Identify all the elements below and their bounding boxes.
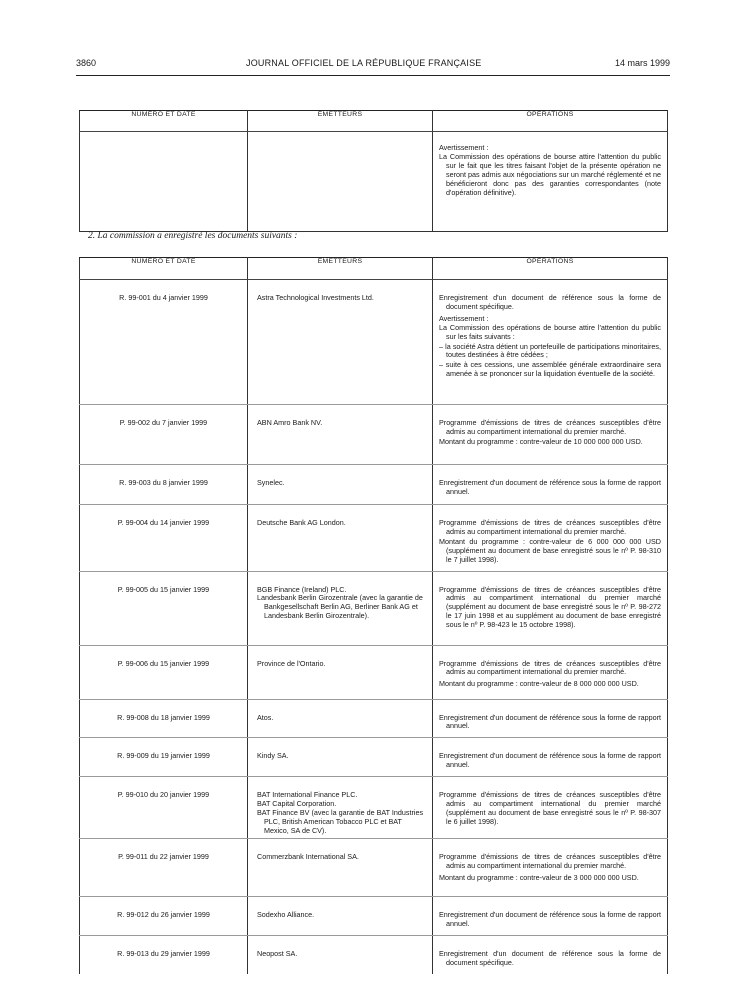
col-header-emetteurs: ÉMETTEURS	[248, 111, 433, 132]
cell-numero: P. 99-011 du 22 janvier 1999	[80, 839, 248, 897]
cell-numero: R. 99-008 du 18 janvier 1999	[80, 699, 248, 738]
col-header-operations: OPÉRATIONS	[433, 111, 668, 132]
table-row	[80, 699, 668, 738]
emetteur-line: BAT International Finance PLC.	[257, 790, 358, 800]
table-row	[80, 738, 668, 777]
emetteur-line: Synelec.	[257, 478, 285, 487]
operation-text: Enregistrement d'un document de référence sous la forme de document spécifique.	[439, 948, 661, 967]
operation-text: Programme d'émissions de titres de créances susceptibles d'être admis au compartiment international du premier marché (supplément au document de base enregistré sous le nº P. 98-272 le 17 juin 1998 et au supplément au document de base enregistré sous le nº P. 98-423 le 15 octobre 1998).	[439, 584, 661, 630]
col-header-operations: OPÉRATIONS	[433, 258, 668, 280]
col-header-emetteurs: ÉMETTEURS	[248, 258, 433, 280]
cell-operations	[433, 738, 668, 777]
emetteur-line: Astra Technological Investments Ltd.	[257, 293, 374, 302]
table-row	[80, 839, 668, 897]
emetteur-line: BAT Finance BV (avec la garantie de BAT Industries PLC, British American Tobacco PLC et BAT Mexico, SA de CV).	[257, 807, 424, 835]
cell-numero: R. 99-009 du 19 janvier 1999	[80, 738, 248, 777]
cell-operations	[433, 645, 668, 699]
operation-text: Enregistrement d'un document de référence sous la forme de document spécifique.	[439, 293, 661, 311]
cell-operations	[433, 571, 668, 645]
table-row	[80, 645, 668, 699]
emetteur-line: Atos.	[257, 712, 274, 722]
operation-text: Programme d'émissions de titres de créances susceptibles d'être admis au compartiment international du premier marché.	[439, 852, 661, 871]
cell-operations	[433, 132, 668, 232]
cell-operations	[433, 505, 668, 572]
cell-emetteur	[248, 132, 433, 232]
table-row	[80, 935, 668, 974]
emetteur-line: Deutsche Bank AG London.	[257, 518, 346, 527]
operation-text: – la société Astra détient un portefeuille de participations minoritaires, toutes destinées à être cédées ;	[439, 341, 661, 360]
cell-numero: R. 99-001 du 4 janvier 1999	[80, 280, 248, 405]
cell-operations	[433, 465, 668, 505]
journal-title: JOURNAL OFFICIEL DE LA RÉPUBLIQUE FRANÇAISE	[246, 58, 482, 68]
operation-text: – suite à ces cessions, une assemblée générale extraordinaire sera amenée à se prononcer sur la liquidation éventuelle de la société.	[439, 360, 661, 379]
cell-numero	[80, 132, 248, 232]
cell-emetteur	[248, 935, 433, 974]
cell-numero: R. 99-012 du 26 janvier 1999	[80, 897, 248, 936]
cell-operations	[433, 405, 668, 465]
operation-text: Montant du programme : contre-valeur de 10 000 000 000 USD.	[439, 436, 643, 446]
section-intro: 2. La commission a enregistré les documents suivants :	[88, 231, 298, 241]
operation-text: Programme d'émissions de titres de créances susceptibles d'être admis au compartiment international du premier marché.	[439, 658, 661, 677]
cell-emetteur	[248, 777, 433, 839]
cell-numero: P. 99-006 du 15 janvier 1999	[80, 645, 248, 699]
operation-text: Enregistrement d'un document de référence sous la forme de rapport annuel.	[439, 478, 661, 496]
warning-text: La Commission des opérations de bourse attire l'attention du public sur le fait que les titres faisant l'objet de la présente opération ne seront pas admis aux négociations sur un marché réglementé et ne bénéficieront donc pas des garanties correspondantes (note d'opération définitive).	[439, 151, 661, 197]
emetteur-line: Province de l'Ontario.	[257, 658, 326, 668]
cell-numero: R. 99-003 du 8 janvier 1999	[80, 465, 248, 505]
emetteur-line: Neopost SA.	[257, 948, 298, 958]
table-row	[80, 405, 668, 465]
cell-emetteur	[248, 645, 433, 699]
table-row	[80, 132, 668, 232]
table-row	[80, 280, 668, 405]
operation-text: Programme d'émissions de titres de créances susceptibles d'être admis au compartiment international du premier marché.	[439, 418, 661, 436]
table-row	[80, 505, 668, 572]
emetteur-line: Sodexho Alliance.	[257, 910, 315, 920]
operation-text: Programme d'émissions de titres de créances susceptibles d'être admis au compartiment international du premier marché (supplément au document de base enregistré sous le nº P. 98-307 le 6 juillet 1998).	[439, 790, 661, 826]
operations-table-1	[79, 110, 668, 232]
cell-numero: P. 99-010 du 20 janvier 1999	[80, 777, 248, 839]
operation-text: Montant du programme : contre-valeur de 6 000 000 000 USD (supplément au document de base enregistré sous le nº P. 98-310 le 7 juillet 1998).	[439, 536, 661, 564]
operation-text: Enregistrement d'un document de référence sous la forme de rapport annuel.	[439, 910, 661, 929]
emetteur-line: Kindy SA.	[257, 751, 289, 761]
operation-text: Montant du programme : contre-valeur de 3 000 000 000 USD.	[439, 872, 639, 882]
cell-numero: P. 99-002 du 7 janvier 1999	[80, 405, 248, 465]
cell-emetteur	[248, 465, 433, 505]
table-row	[80, 571, 668, 645]
operation-text: Enregistrement d'un document de référence sous la forme de rapport annuel.	[439, 712, 661, 731]
cell-emetteur	[248, 280, 433, 405]
header-date: 14 mars 1999	[615, 58, 671, 68]
cell-emetteur	[248, 405, 433, 465]
col-header-numero: NUMÉRO ET DATE	[80, 111, 248, 132]
operation-text: La Commission des opérations de bourse attire l'attention du public sur les faits suivants :	[439, 322, 661, 341]
operations-table-2	[79, 257, 668, 974]
operation-text: Montant du programme : contre-valeur de 8 000 000 000 USD.	[439, 679, 639, 689]
cell-emetteur	[248, 699, 433, 738]
cell-operations	[433, 897, 668, 936]
table-row	[80, 777, 668, 839]
table-row	[80, 465, 668, 505]
cell-operations	[433, 839, 668, 897]
cell-emetteur	[248, 571, 433, 645]
cell-numero: P. 99-004 du 14 janvier 1999	[80, 505, 248, 572]
cell-operations	[433, 280, 668, 405]
cell-emetteur	[248, 738, 433, 777]
cell-emetteur	[248, 505, 433, 572]
page-number: 3860	[76, 58, 97, 68]
cell-emetteur	[248, 897, 433, 936]
cell-emetteur	[248, 839, 433, 897]
emetteur-line: BGB Finance (Ireland) PLC.	[257, 584, 347, 594]
warning-title: Avertissement :	[439, 143, 489, 152]
emetteur-line: ABN Amro Bank NV.	[257, 418, 323, 427]
cell-numero: P. 99-005 du 15 janvier 1999	[80, 571, 248, 645]
col-header-numero: NUMÉRO ET DATE	[80, 258, 248, 280]
cell-operations	[433, 777, 668, 839]
table-row	[80, 897, 668, 936]
operation-text: Avertissement :	[439, 313, 489, 323]
emetteur-line: Commerzbank International SA.	[257, 852, 359, 862]
operation-text: Programme d'émissions de titres de créances susceptibles d'être admis au compartiment international du premier marché.	[439, 518, 661, 536]
operation-text: Enregistrement d'un document de référence sous la forme de rapport annuel.	[439, 751, 661, 770]
emetteur-line: BAT Capital Corporation.	[257, 799, 337, 809]
cell-operations	[433, 699, 668, 738]
cell-numero: R. 99-013 du 29 janvier 1999	[80, 935, 248, 974]
emetteur-line: Landesbank Berlin Girozentrale (avec la garantie de Bankgesellschaft Berlin AG, Berliner Bank AG et Landesbank Berlin Girozentrale).	[257, 593, 423, 621]
header-rule	[76, 75, 670, 76]
cell-operations	[433, 935, 668, 974]
